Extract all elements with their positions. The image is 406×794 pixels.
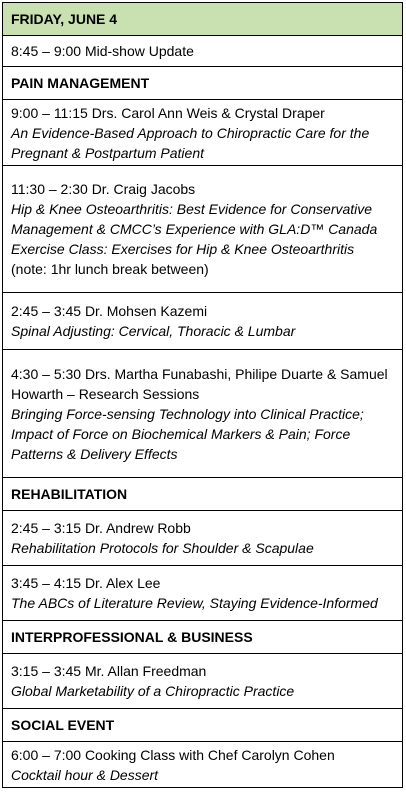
session-time-speaker: 4:30 – 5:30 Drs. Martha Funabashi, Philipe Duarte & Samuel Howarth – Research Sessions bbox=[11, 365, 388, 402]
session-row bbox=[3, 654, 403, 709]
day-header-row bbox=[3, 3, 403, 36]
section-header-row bbox=[3, 621, 403, 654]
session-cell bbox=[3, 100, 403, 166]
section-header-row bbox=[3, 67, 403, 100]
section-header-row bbox=[3, 709, 403, 742]
session-time-speaker: 11:30 – 2:30 Dr. Craig Jacobs bbox=[11, 181, 196, 197]
session-row bbox=[3, 566, 403, 621]
session-time-speaker: 6:00 – 7:00 Cooking Class with Chef Carolyn Cohen bbox=[11, 746, 335, 763]
schedule-table bbox=[2, 2, 403, 788]
session-row bbox=[3, 742, 403, 788]
session-cell bbox=[3, 166, 403, 293]
session-title: An Evidence-Based Approach to Chiropractic Care for the Pregnant & Postpartum Patient bbox=[11, 124, 370, 161]
section-header-row bbox=[3, 478, 403, 511]
session-time-speaker: 3:15 – 3:45 Mr. Allan Freedman bbox=[11, 663, 207, 679]
session-time-speaker: 9:00 – 11:15 Drs. Carol Ann Weis & Crystal Draper bbox=[11, 104, 325, 121]
session-cell bbox=[3, 742, 403, 788]
section-heading: SOCIAL EVENT bbox=[3, 709, 403, 742]
session-time-speaker: 2:45 – 3:45 Dr. Mohsen Kazemi bbox=[11, 303, 208, 319]
update-row bbox=[3, 36, 403, 67]
session-title: Bringing Force-sensing Technology into Clinical Practice; Impact of Force on Biochemical Markers & Pain; Force Patterns & Delivery Effects bbox=[11, 405, 364, 462]
session-cell bbox=[3, 654, 403, 709]
session-title: Hip & Knee Osteoarthritis: Best Evidence for Conservative Management & CMCC’s Experience with GLA:D™ Canada Exercise Class: Exercises for Hip & Knee Osteoarthritis bbox=[11, 201, 378, 257]
day-header: FRIDAY, JUNE 4 bbox=[3, 3, 403, 36]
session-note: (note: 1hr lunch break between) bbox=[11, 261, 209, 277]
session-row bbox=[3, 166, 403, 293]
session-time-speaker: 2:45 – 3:15 Dr. Andrew Robb bbox=[11, 520, 191, 536]
session-time-speaker: 3:45 – 4:15 Dr. Alex Lee bbox=[11, 575, 161, 591]
session-row bbox=[3, 293, 403, 350]
section-heading: REHABILITATION bbox=[3, 478, 403, 511]
session-row bbox=[3, 350, 403, 478]
session-title: The ABCs of Literature Review, Staying Evidence-Informed bbox=[11, 595, 378, 611]
section-heading: INTERPROFESSIONAL & BUSINESS bbox=[3, 621, 403, 654]
session-cell bbox=[3, 350, 403, 478]
session-cell bbox=[3, 293, 403, 350]
session-title: Rehabilitation Protocols for Shoulder & Scapulae bbox=[11, 540, 314, 556]
session-row bbox=[3, 100, 403, 166]
session-cell bbox=[3, 566, 403, 621]
session-row bbox=[3, 511, 403, 566]
session-title: Cocktail hour & Dessert bbox=[11, 766, 159, 783]
update-cell: 8:45 – 9:00 Mid-show Update bbox=[3, 36, 403, 67]
section-heading: PAIN MANAGEMENT bbox=[3, 67, 403, 100]
session-cell bbox=[3, 511, 403, 566]
session-title: Spinal Adjusting: Cervical, Thoracic & Lumbar bbox=[11, 323, 296, 339]
session-title: Global Marketability of a Chiropractic Practice bbox=[11, 683, 295, 699]
